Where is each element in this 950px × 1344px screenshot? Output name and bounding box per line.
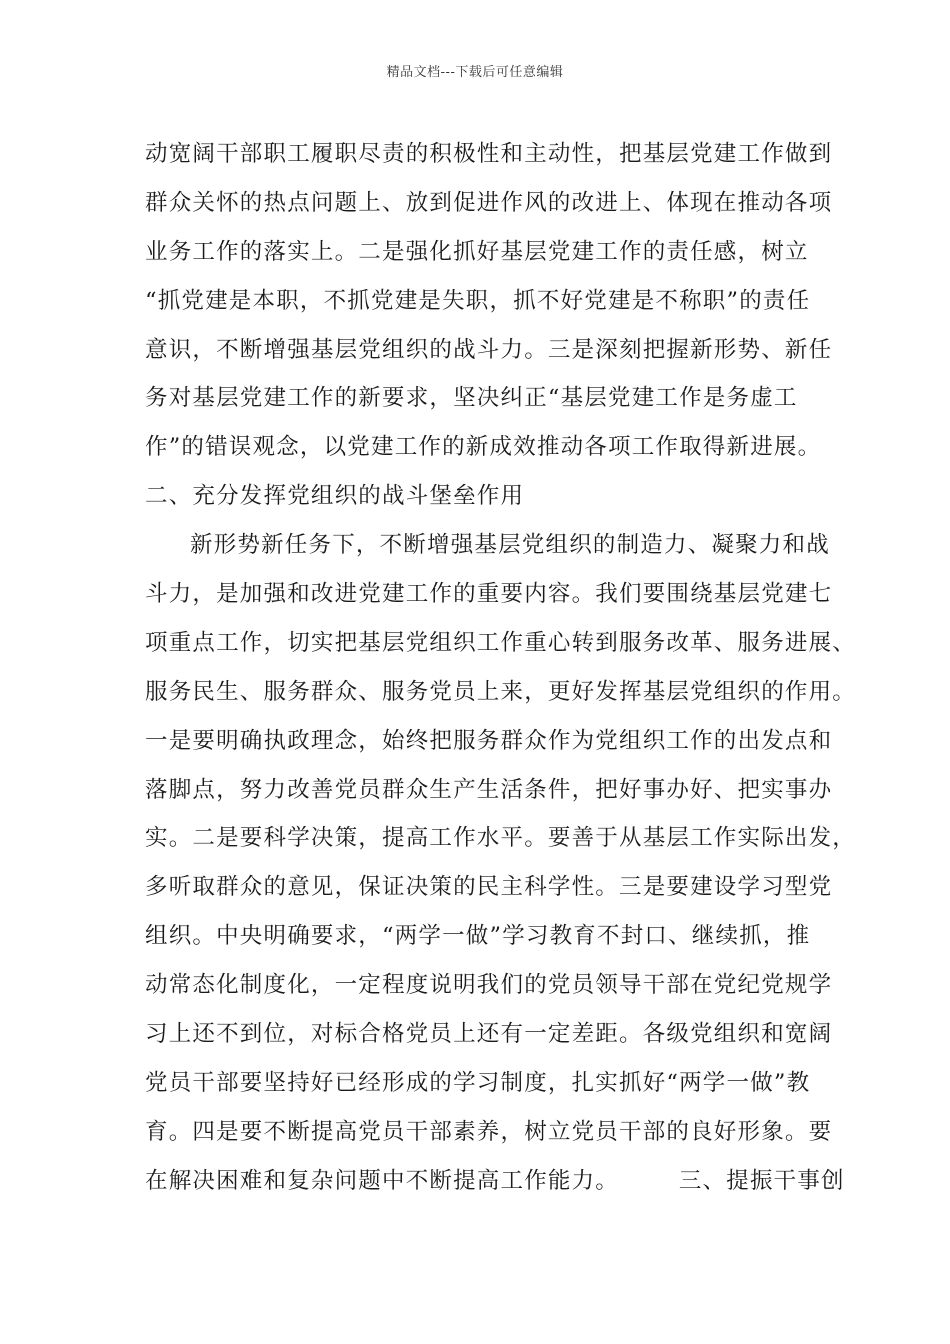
text-line: 作”的错误观念，以党建工作的新成效推动各项工作取得新进展。 — [145, 434, 822, 461]
text-line: 习上还不到位，对标合格党员上还有一定差距。各级党组织和宽阔 — [145, 1021, 833, 1048]
text-line: 动常态化制度化，一定程度说明我们的党员领导干部在党纪党规学 — [145, 972, 833, 999]
document-body — [145, 132, 857, 1208]
text-line: 项重点工作，切实把基层党组织工作重心转到服务改革、服务进展、 — [145, 629, 857, 656]
text-line: 多听取群众的意见，保证决策的民主科学性。三是要建设学习型党 — [145, 874, 833, 901]
text-line: 实。二是要科学决策，提高工作水平。要善于从基层工作实际出发， — [145, 825, 857, 852]
text-line: 组织。中央明确要求，“两学一做”学习教育不封口、继续抓，推 — [145, 923, 811, 950]
text-line: 在解决困难和复杂问题中不断提高工作能力。 三、提振干事创 — [145, 1167, 845, 1194]
text-line: 动宽阔干部职工履职尽责的积极性和主动性，把基层党建工作做到 — [145, 141, 833, 167]
text-line: 党员干部要坚持好已经形成的学习制度，扎实抓好“两学一做”教 — [145, 1069, 811, 1096]
text-line: “抓党建是本职，不抓党建是失职，抓不好党建是不称职”的责任 — [145, 287, 811, 314]
paragraph-first-line: 新形势新任务下，不断增强基层党组织的制造力、凝聚力和战 — [190, 532, 830, 559]
section-heading: 二、充分发挥党组织的战斗堡垒作用 — [145, 483, 525, 510]
text-line: 意识，不断增强基层党组织的战斗力。三是深刻把握新形势、新任 — [145, 336, 833, 363]
text-line: 务对基层党建工作的新要求，坚决纠正“基层党建工作是务虚工 — [145, 385, 798, 412]
text-line: 落脚点，努力改善党员群众生产生活条件，把好事办好、把实事办 — [145, 776, 833, 803]
text-line: 一是要明确执政理念，始终把服务群众作为党组织工作的出发点和 — [145, 727, 833, 754]
text-line: 服务民生、服务群众、服务党员上来，更好发挥基层党组织的作用。 — [145, 678, 857, 705]
text-line: 群众关怀的热点问题上、放到促进作风的改进上、体现在推动各项 — [145, 189, 833, 216]
text-line: 育。四是要不断提高党员干部素养，树立党员干部的良好形象。要 — [145, 1118, 833, 1145]
page-header: 精品文档---下载后可任意编辑 — [386, 65, 564, 80]
text-line: 斗力，是加强和改进党建工作的重要内容。我们要围绕基层党建七 — [145, 581, 833, 608]
text-line: 业务工作的落实上。二是强化抓好基层党建工作的责任感，树立 — [145, 238, 809, 265]
